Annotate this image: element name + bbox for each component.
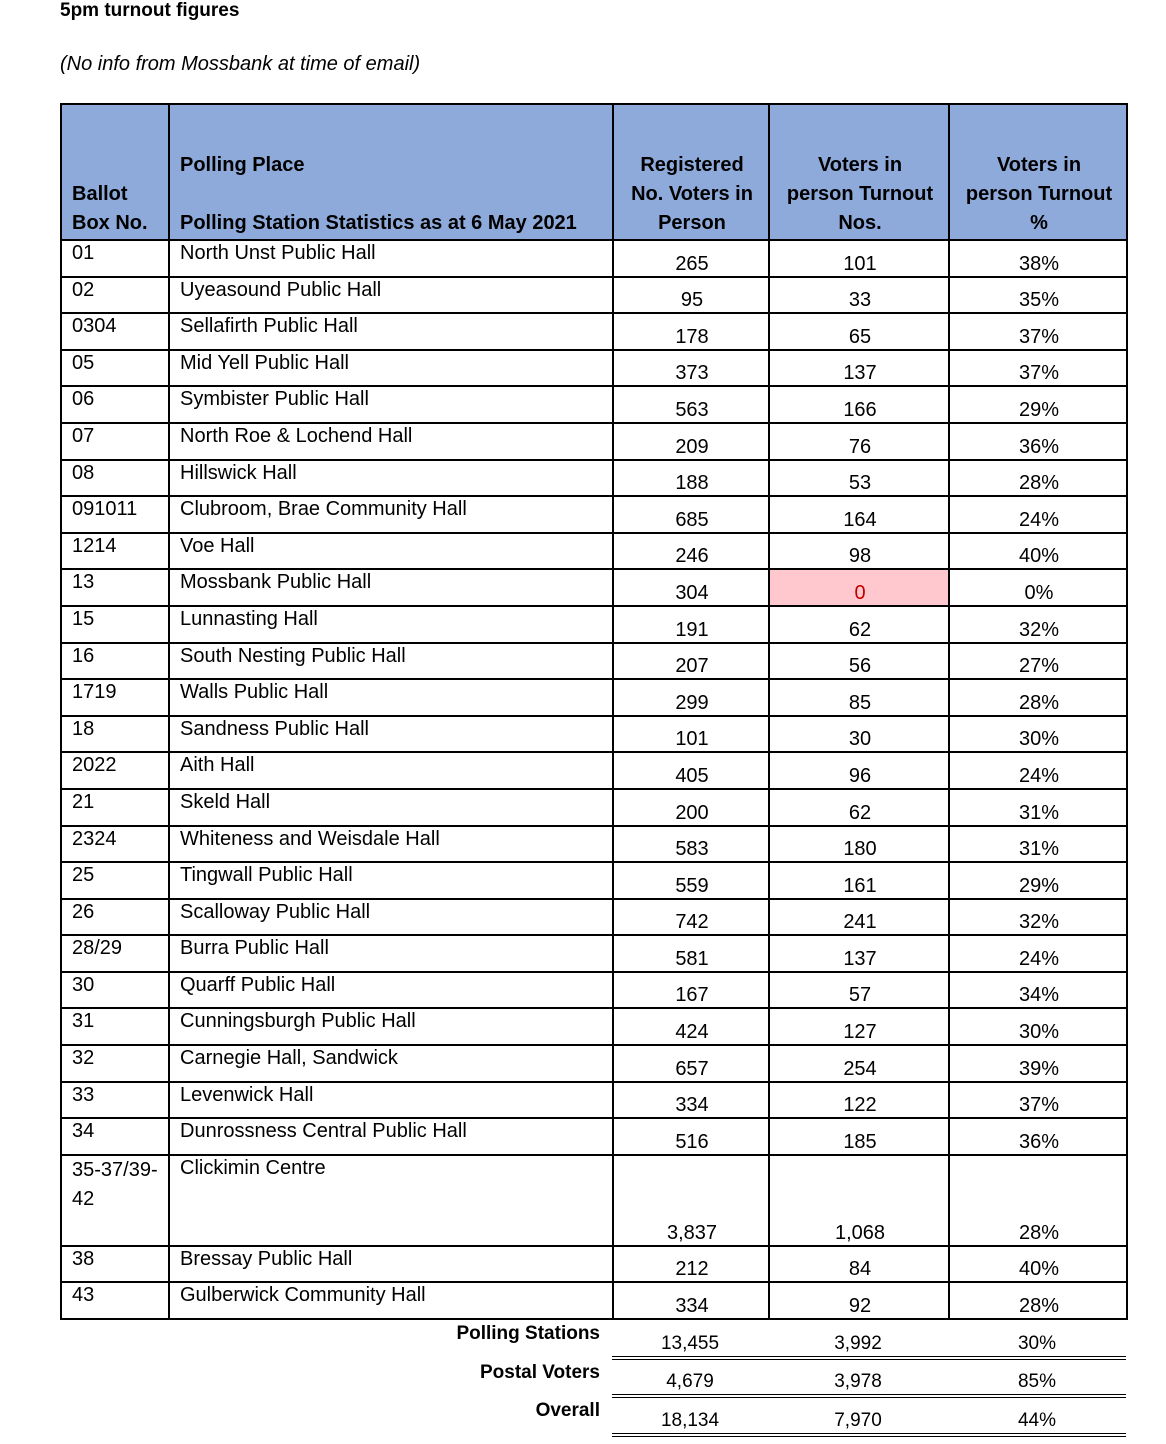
summary-turnout: 3,978 xyxy=(768,1358,948,1397)
table-row xyxy=(61,679,1127,716)
summary-registered: 18,134 xyxy=(612,1396,768,1435)
ballot-box-cell: 2324 xyxy=(61,826,169,863)
turnout-percent-cell: 28% xyxy=(949,1155,1127,1246)
polling-place-cell: Sellafirth Public Hall xyxy=(169,313,613,350)
ballot-box-cell: 33 xyxy=(61,1082,169,1119)
ballot-box-cell: 02 xyxy=(61,277,169,314)
ballot-box-cell: 28/29 xyxy=(61,935,169,972)
turnout-count-cell: 122 xyxy=(769,1082,949,1119)
table-row xyxy=(61,277,1127,314)
table-row xyxy=(61,1246,1127,1283)
table-body xyxy=(61,240,1127,1319)
turnout-count-cell: 161 xyxy=(769,862,949,899)
turnout-count-cell: 56 xyxy=(769,643,949,680)
polling-place-cell: Lunnasting Hall xyxy=(169,606,613,643)
polling-place-cell: Scalloway Public Hall xyxy=(169,899,613,936)
table-row xyxy=(61,1118,1127,1155)
registered-voters-cell: 657 xyxy=(613,1045,769,1082)
table-row xyxy=(61,752,1127,789)
turnout-percent-cell: 39% xyxy=(949,1045,1127,1082)
ballot-box-cell: 43 xyxy=(61,1282,169,1319)
summary-label: Polling Stations xyxy=(456,1323,600,1344)
turnout-count-cell: 127 xyxy=(769,1008,949,1045)
polling-place-cell: Gulberwick Community Hall xyxy=(169,1282,613,1319)
ballot-box-cell: 35-37/39-42 xyxy=(61,1155,169,1246)
summary-pct: 30% xyxy=(948,1319,1126,1358)
turnout-percent-cell: 32% xyxy=(949,899,1127,936)
ballot-box-cell: 06 xyxy=(61,386,169,423)
ballot-box-cell: 1719 xyxy=(61,679,169,716)
registered-voters-cell: 200 xyxy=(613,789,769,826)
turnout-percent-cell: 31% xyxy=(949,789,1127,826)
ballot-box-cell: 34 xyxy=(61,1118,169,1155)
registered-voters-cell: 265 xyxy=(613,240,769,277)
turnout-count-cell: 180 xyxy=(769,826,949,863)
registered-voters-cell: 516 xyxy=(613,1118,769,1155)
table-row xyxy=(61,862,1127,899)
registered-voters-cell: 167 xyxy=(613,972,769,1009)
polling-place-cell: Aith Hall xyxy=(169,752,613,789)
turnout-count-cell: 0 xyxy=(769,569,949,606)
turnout-count-cell: 53 xyxy=(769,460,949,497)
table-row xyxy=(61,240,1127,277)
summary-label: Overall xyxy=(535,1400,600,1421)
ballot-box-cell: 25 xyxy=(61,862,169,899)
turnout-percent-cell: 28% xyxy=(949,679,1127,716)
registered-voters-cell: 209 xyxy=(613,423,769,460)
table-row xyxy=(61,826,1127,863)
turnout-percent-cell: 28% xyxy=(949,460,1127,497)
ballot-box-cell: 2022 xyxy=(61,752,169,789)
ballot-box-cell: 21 xyxy=(61,789,169,826)
ballot-box-cell: 38 xyxy=(61,1246,169,1283)
registered-voters-cell: 424 xyxy=(613,1008,769,1045)
registered-voters-cell: 685 xyxy=(613,496,769,533)
polling-place-cell: Skeld Hall xyxy=(169,789,613,826)
summary-label: Postal Voters xyxy=(479,1361,600,1383)
turnout-count-cell: 92 xyxy=(769,1282,949,1319)
table-row xyxy=(61,1082,1127,1119)
registered-voters-cell: 373 xyxy=(613,350,769,387)
turnout-count-cell: 65 xyxy=(769,313,949,350)
ballot-box-cell: 07 xyxy=(61,423,169,460)
registered-voters-cell: 191 xyxy=(613,606,769,643)
polling-place-cell: Clubroom, Brae Community Hall xyxy=(169,496,613,533)
turnout-count-cell: 57 xyxy=(769,972,949,1009)
header-turnout-pct: Voters in person Turnout % xyxy=(949,104,1127,240)
turnout-count-cell: 96 xyxy=(769,752,949,789)
summary-pct: 44% xyxy=(948,1396,1126,1435)
turnout-percent-cell: 29% xyxy=(949,386,1127,423)
ballot-box-cell: 13 xyxy=(61,569,169,606)
turnout-count-cell: 137 xyxy=(769,350,949,387)
turnout-count-cell: 101 xyxy=(769,240,949,277)
polling-place-cell: Burra Public Hall xyxy=(169,935,613,972)
registered-voters-cell: 207 xyxy=(613,643,769,680)
turnout-percent-cell: 34% xyxy=(949,972,1127,1009)
turnout-count-cell: 30 xyxy=(769,716,949,753)
registered-voters-cell: 304 xyxy=(613,569,769,606)
summary-turnout: 7,970 xyxy=(768,1396,948,1435)
turnout-percent-cell: 31% xyxy=(949,826,1127,863)
table-row xyxy=(61,313,1127,350)
turnout-percent-cell: 40% xyxy=(949,1246,1127,1283)
ballot-box-cell: 31 xyxy=(61,1008,169,1045)
turnout-percent-cell: 27% xyxy=(949,643,1127,680)
polling-place-cell: North Roe & Lochend Hall xyxy=(169,423,613,460)
turnout-percent-cell: 37% xyxy=(949,1082,1127,1119)
registered-voters-cell: 563 xyxy=(613,386,769,423)
table-row xyxy=(61,899,1127,936)
table-row xyxy=(61,935,1127,972)
registered-voters-cell: 334 xyxy=(613,1282,769,1319)
turnout-percent-cell: 24% xyxy=(949,935,1127,972)
registered-voters-cell: 95 xyxy=(613,277,769,314)
ballot-box-cell: 26 xyxy=(61,899,169,936)
registered-voters-cell: 334 xyxy=(613,1082,769,1119)
turnout-count-cell: 62 xyxy=(769,606,949,643)
polling-place-cell: Tingwall Public Hall xyxy=(169,862,613,899)
polling-place-cell: Levenwick Hall xyxy=(169,1082,613,1119)
turnout-count-cell: 241 xyxy=(769,899,949,936)
registered-voters-cell: 559 xyxy=(613,862,769,899)
header-registered: Registered No. Voters in Person xyxy=(613,104,769,240)
turnout-percent-cell: 30% xyxy=(949,1008,1127,1045)
registered-voters-cell: 405 xyxy=(613,752,769,789)
registered-voters-cell: 212 xyxy=(613,1246,769,1283)
turnout-percent-cell: 37% xyxy=(949,313,1127,350)
turnout-percent-cell: 40% xyxy=(949,533,1127,570)
registered-voters-cell: 188 xyxy=(613,460,769,497)
polling-place-cell: Carnegie Hall, Sandwick xyxy=(169,1045,613,1082)
summary-turnout: 3,992 xyxy=(768,1319,948,1358)
polling-place-cell: Bressay Public Hall xyxy=(169,1246,613,1283)
header-polling-place: Polling Place Polling Station Statistics as at 6 May 2021 xyxy=(169,104,613,240)
table-row xyxy=(61,460,1127,497)
turnout-count-cell: 164 xyxy=(769,496,949,533)
summary-row-postal-voters xyxy=(60,1358,1126,1397)
table-row xyxy=(61,789,1127,826)
summary-pct: 85% xyxy=(948,1358,1126,1397)
registered-voters-cell: 101 xyxy=(613,716,769,753)
summary-registered: 13,455 xyxy=(612,1319,768,1358)
table-row xyxy=(61,1155,1127,1246)
registered-voters-cell: 246 xyxy=(613,533,769,570)
registered-voters-cell: 742 xyxy=(613,899,769,936)
polling-place-cell: Hillswick Hall xyxy=(169,460,613,497)
turnout-percent-cell: 36% xyxy=(949,1118,1127,1155)
turnout-count-cell: 84 xyxy=(769,1246,949,1283)
turnout-percent-cell: 28% xyxy=(949,1282,1127,1319)
polling-place-cell: South Nesting Public Hall xyxy=(169,643,613,680)
registered-voters-cell: 3,837 xyxy=(613,1155,769,1246)
table-row xyxy=(61,386,1127,423)
table-row xyxy=(61,569,1127,606)
polling-place-cell: Sandness Public Hall xyxy=(169,716,613,753)
registered-voters-cell: 583 xyxy=(613,826,769,863)
turnout-count-cell: 85 xyxy=(769,679,949,716)
header-turnout-nos: Voters in person Turnout Nos. xyxy=(769,104,949,240)
document-title: 5pm turnout figures xyxy=(60,0,240,21)
ballot-box-cell: 18 xyxy=(61,716,169,753)
table-row xyxy=(61,423,1127,460)
polling-place-cell: Quarff Public Hall xyxy=(169,972,613,1009)
ballot-box-cell: 05 xyxy=(61,350,169,387)
summary-registered: 4,679 xyxy=(612,1358,768,1397)
turnout-percent-cell: 37% xyxy=(949,350,1127,387)
registered-voters-cell: 299 xyxy=(613,679,769,716)
turnout-count-cell: 76 xyxy=(769,423,949,460)
turnout-percent-cell: 38% xyxy=(949,240,1127,277)
turnout-percent-cell: 30% xyxy=(949,716,1127,753)
ballot-box-cell: 1214 xyxy=(61,533,169,570)
table-header-row xyxy=(61,104,1127,240)
turnout-count-cell: 166 xyxy=(769,386,949,423)
registered-voters-cell: 581 xyxy=(613,935,769,972)
turnout-count-cell: 33 xyxy=(769,277,949,314)
polling-place-cell: Mid Yell Public Hall xyxy=(169,350,613,387)
table-row xyxy=(61,716,1127,753)
ballot-box-cell: 01 xyxy=(61,240,169,277)
table-row xyxy=(61,533,1127,570)
polling-place-cell: Voe Hall xyxy=(169,533,613,570)
polling-place-cell: North Unst Public Hall xyxy=(169,240,613,277)
note-text: (No info from Mossbank at time of email) xyxy=(60,53,421,75)
ballot-box-cell: 08 xyxy=(61,460,169,497)
table-row xyxy=(61,606,1127,643)
summary-row-polling-stations xyxy=(60,1319,1126,1358)
polling-place-cell: Dunrossness Central Public Hall xyxy=(169,1118,613,1155)
turnout-percent-cell: 32% xyxy=(949,606,1127,643)
polling-place-cell: Whiteness and Weisdale Hall xyxy=(169,826,613,863)
polling-place-cell: Uyeasound Public Hall xyxy=(169,277,613,314)
ballot-box-cell: 32 xyxy=(61,1045,169,1082)
turnout-count-cell: 254 xyxy=(769,1045,949,1082)
polling-place-cell: Mossbank Public Hall xyxy=(169,569,613,606)
polling-place-cell: Cunningsburgh Public Hall xyxy=(169,1008,613,1045)
ballot-box-cell: 0304 xyxy=(61,313,169,350)
header-ballot-box: Ballot Box No. xyxy=(61,104,169,240)
turnout-count-cell: 62 xyxy=(769,789,949,826)
polling-place-cell: Walls Public Hall xyxy=(169,679,613,716)
table-row xyxy=(61,643,1127,680)
registered-voters-cell: 178 xyxy=(613,313,769,350)
turnout-count-cell: 1,068 xyxy=(769,1155,949,1246)
table-row xyxy=(61,1282,1127,1319)
turnout-percent-cell: 29% xyxy=(949,862,1127,899)
turnout-percent-cell: 24% xyxy=(949,752,1127,789)
turnout-count-cell: 137 xyxy=(769,935,949,972)
ballot-box-cell: 091011 xyxy=(61,496,169,533)
turnout-count-cell: 98 xyxy=(769,533,949,570)
table-row xyxy=(61,1008,1127,1045)
ballot-box-cell: 15 xyxy=(61,606,169,643)
turnout-percent-cell: 0% xyxy=(949,569,1127,606)
summary-row-overall xyxy=(60,1396,1126,1435)
turnout-percent-cell: 35% xyxy=(949,277,1127,314)
summary-table xyxy=(60,1319,1126,1437)
table-row xyxy=(61,972,1127,1009)
polling-place-cell: Symbister Public Hall xyxy=(169,386,613,423)
ballot-box-cell: 16 xyxy=(61,643,169,680)
table-row xyxy=(61,1045,1127,1082)
turnout-percent-cell: 36% xyxy=(949,423,1127,460)
turnout-count-cell: 185 xyxy=(769,1118,949,1155)
polling-place-cell: Clickimin Centre xyxy=(169,1155,613,1246)
polling-station-table xyxy=(60,103,1128,1320)
turnout-percent-cell: 24% xyxy=(949,496,1127,533)
table-row xyxy=(61,350,1127,387)
table-row xyxy=(61,496,1127,533)
ballot-box-cell: 30 xyxy=(61,972,169,1009)
